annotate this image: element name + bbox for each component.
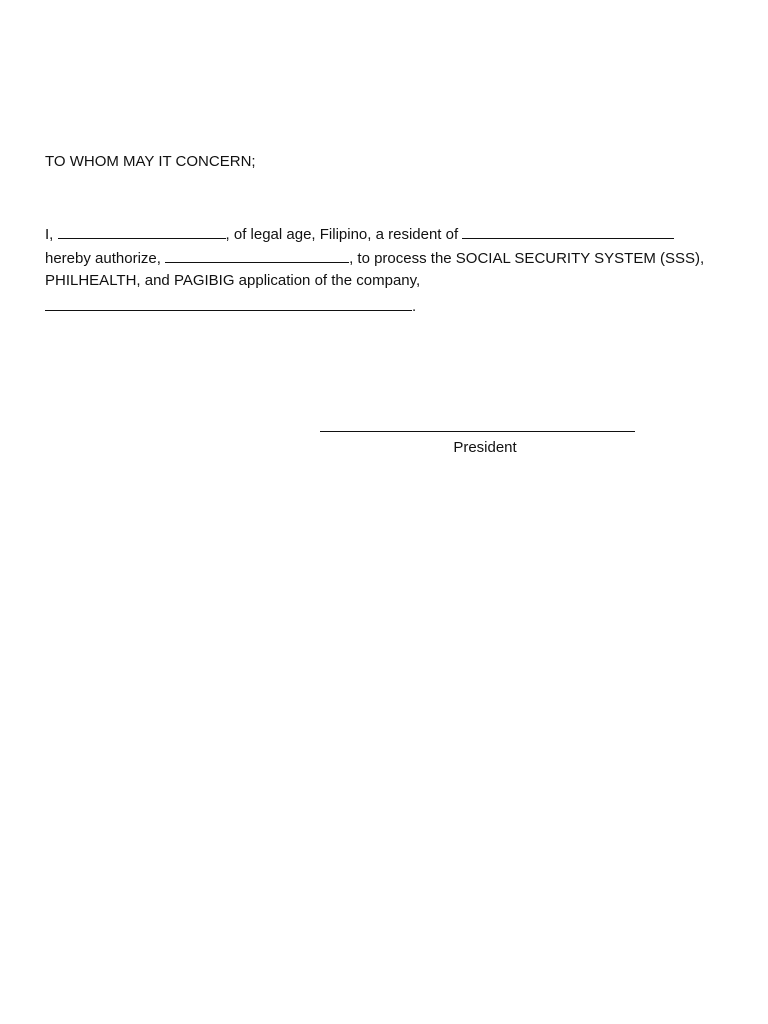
signature-line	[320, 431, 635, 432]
body-line-1	[45, 224, 674, 244]
body-text-authorize: hereby authorize,	[45, 250, 161, 267]
body-text-application: PHILHEALTH, and PAGIBIG application of the company,	[45, 272, 421, 289]
salutation: TO WHOM MAY IT CONCERN;	[45, 153, 256, 170]
body-text-period: .	[412, 298, 417, 315]
resident-blank	[462, 224, 674, 239]
name-blank	[58, 224, 226, 239]
body-text-legal-age: , of legal age, Filipino, a resident of	[225, 226, 459, 243]
body-text-process: , to process the SOCIAL SECURITY SYSTEM (SSS),	[349, 250, 705, 267]
body-text-i: I,	[45, 226, 54, 243]
body-line-2	[45, 248, 704, 268]
representative-blank	[165, 248, 349, 263]
body-line-3	[45, 272, 420, 290]
body-line-4	[45, 296, 416, 316]
signature-title: President	[453, 439, 517, 456]
company-blank	[45, 296, 412, 311]
